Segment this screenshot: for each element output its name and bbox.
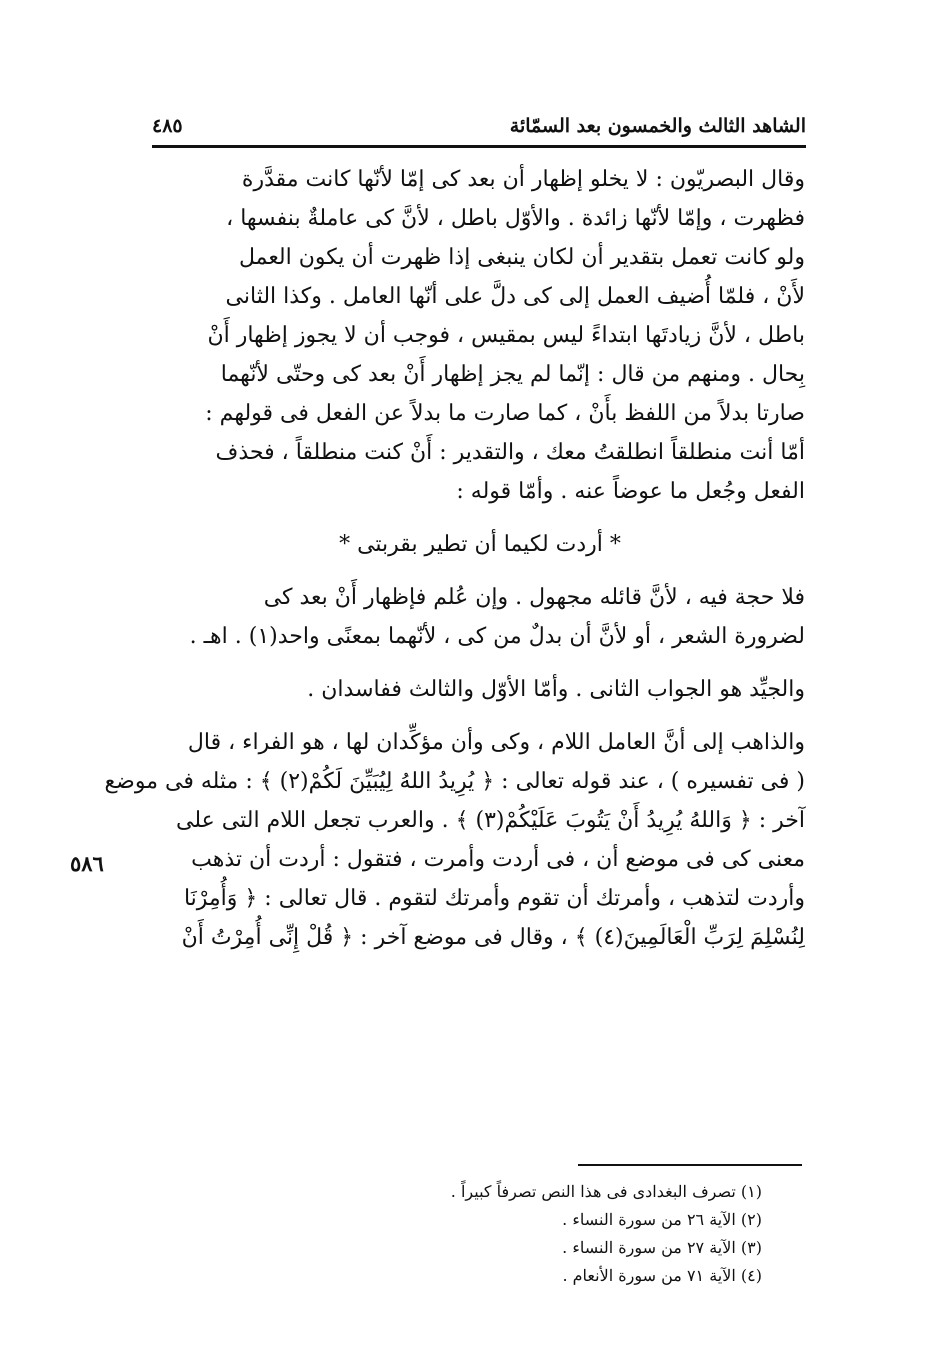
paragraph-gap [155,564,805,578]
text-line: وأردت لتذهب ، وأمرتك أن تقوم وأمرتك لتقوم . قال تعالى : ﴿ وَأُمِرْنَا [183,886,805,911]
header-rule [152,145,806,148]
text-line: والذاهب إلى أنَّ العامل اللام ، وكى وأن مؤكِّدان لها ، هو الفراء ، قال [187,730,805,755]
text-line: آخر : ﴿ وَاللهُ يُرِيدُ أَنْ يَتُوبَ عَلَيْكُمْ(٣) ﴾ . والعرب تجعل اللام التى على [176,808,805,833]
verse-line: * أردت لكيما أن تطير بقربتى * [339,532,621,557]
text-line: لِنُسْلِمَ لِرَبِّ الْعَالَمِينَ(٤) ﴾ ، وقال فى موضع آخر : ﴿ قُلْ إِنِّى أُمِرْتُ أَنْ [181,925,805,950]
page-header [152,108,806,144]
paragraph-gap [155,511,805,525]
margin-number: ٥٨٦ [70,851,104,876]
text-line: صارتا بدلاً من اللفظ بأَنْ ، كما صارت ما بدلاً عن الفعل فى قولهم : [205,401,805,426]
text-line: والجيِّد هو الجواب الثانى . وأمّا الأوّل والثالث ففاسدان . [307,677,805,702]
footnotes [300,1178,762,1290]
footnote: (٣) الآية ٢٧ من سورة النساء . [562,1238,762,1257]
paragraph-gap [155,709,805,723]
text-line: لأَنْ ، فلمّا أُضيف العمل إلى كى دلَّ على أنّها العامل . وكذا الثانى [225,284,805,309]
text-line: لضرورة الشعر ، أو لأنَّ أن بدلٌ من كى ، لأنّهما بمعنًى واحد(١) . اهـ . [189,624,805,649]
text-line: وقال البصريّون : لا يخلو إظهار أن بعد كى إمّا لأنّها كانت مقدَّرة [241,167,805,192]
text-line: ولو كانت تعمل بتقدير أن لكان ينبغى إذا ظهرت أن يكون العمل [238,245,805,270]
paragraph-gap [155,656,805,670]
text-line: الفعل وجُعل ما عوضاً عنه . وأمّا قوله : [456,479,805,504]
text-line: فلا حجة فيه ، لأنَّ قائله مجهول . وإن عُلم فإظهار أَنْ بعد كى [263,585,805,610]
main-text [104,160,805,957]
footnote-rule [578,1164,802,1166]
text-line: معنى كى فى موضع أن ، فى أردت وأمرت ، فتقول : أردت أن تذهب [191,847,805,872]
text-line: أمّا أنت منطلقاً انطلقتُ معك ، والتقدير : أَنْ كنت منطلقاً ، فحذف [215,440,805,465]
running-title: الشاهد الثالث والخمسون بعد السمّائة [509,115,806,137]
text-line: بِحال . ومنهم من قال : إنّما لم يجز إظهار أَنْ بعد كى وحتّى لأنّهما [220,362,805,387]
footnote: (٢) الآية ٢٦ من سورة النساء . [562,1210,762,1229]
text-line: فظهرت ، وإمّا لأنّها زائدة . والأوّل باطل ، لأنَّ كى عاملةٌ بنفسها ، [226,206,805,231]
footnote: (١) تصرف البغدادى فى هذا النص تصرفاً كبيراً . [450,1182,762,1201]
page-number: ٤٨٥ [152,115,183,137]
text-line: ( فى تفسيره ) ، عند قوله تعالى : ﴿ يُرِيدُ اللهُ لِيُبَيِّنَ لَكُمْ(٢) ﴾ : مثله فى موضع [104,769,805,794]
footnote: (٤) الآية ٧١ من سورة الأنعام . [562,1266,762,1285]
text-line: باطل ، لأنَّ زيادتَها ابتداءً ليس بمقيس ، فوجب أن لا يجوز إظهار أَنْ [207,323,805,348]
